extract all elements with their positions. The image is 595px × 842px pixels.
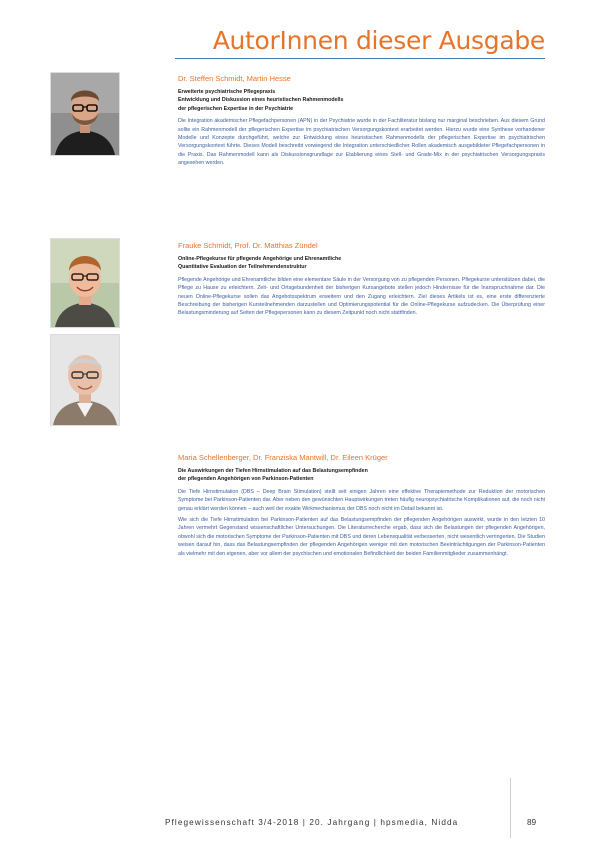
abstract-paragraph: Die Tiefe Hirnstimulation (DBS – Deep Brain Stimulation) stellt seit einigen Jahren eine effektive Therapiemethode zur Reduktion der motorischen Symptome bei Parkinson-Patienten dar. Aber neben den gewünschten Hauptwirkungen treten häufig neuropsychiatrische Komplikationen auf, die noch nicht genau erklärt werden können – auch weil der exakte Wirkmechanismus der DBS noch nicht im Detail bekannt ist.	[178, 488, 545, 512]
article-title-line: Die Auswirkungen der Tiefen Hirnstimulation auf das Belastungsempfinden	[178, 468, 368, 474]
article-title-line: der pflegerischen Expertise in der Psychiatrie	[178, 105, 294, 112]
author-photo-2	[50, 238, 120, 328]
article-authors: Maria Schellenberger, Dr. Franziska Mantwill, Dr. Eileen Krüger	[178, 453, 388, 462]
article-abstract	[178, 117, 545, 167]
title-divider	[175, 58, 545, 59]
author-photo-1	[50, 72, 120, 156]
article-1	[178, 73, 545, 171]
article-abstract	[178, 276, 545, 318]
article-authors: Dr. Steffen Schmidt, Martin Hesse	[178, 74, 291, 83]
abstract-paragraph: Pflegende Angehörige und Ehrenamtliche bilden eine elementare Säule in der Versorgung von zu pflegenden Personen. Pflegekurse unterstützen dabei, die Pflege zu Hause zu erleichtern. Zeit- und Ortsgebundenheit der bisherigen Kursangebote stellen jedoch Hindernisse für die Inanspruchnahme dar. Die neuen Online-Pflegekurse sollen das Angebotsspektrum erweitern und den Zugang erleichtern. Ziel dieses Artikels ist es, eine erste differenzierte Beschreibung der bisherigen Kursteilnehmenden darzustellen und Optimierungspotential für die Online-Pflegekurse aufzudecken. Die Überprüfung einer Belastungsminderung auf Seiten der Pflegepersonen kann zu diesem Zeitpunkt noch nicht stattfinden.	[178, 276, 545, 317]
footer-divider	[510, 778, 511, 838]
article-3	[178, 452, 545, 561]
article-title-line: Erweiterte psychiatrische Pflegepraxis	[178, 89, 276, 95]
article-title	[178, 88, 545, 113]
article-abstract	[178, 488, 545, 558]
article-2	[178, 240, 545, 321]
article-title-line: der pflegenden Angehörigen von Parkinson-Patienten	[178, 476, 314, 483]
page-title: AutorInnen dieser Ausgabe	[212, 26, 545, 55]
article-title	[178, 255, 545, 272]
footer-journal-info: Pflegewissenschaft 3/4-2018 | 20. Jahrgang | hpsmedia, Nidda	[165, 818, 459, 827]
abstract-paragraph: Wie sich die Tiefe Hirnstimulation bei Parkinson-Patienten auf das Belastungsempfinden der pflegenden Angehörigen auswirkt, wurde in den letzten 10 Jahren vermehrt Gegenstand wissenschaftlicher Untersuchungen. Die Literaturrecherche ergab, dass sich die Belastungen der pflegenden Angehörigen, obwohl sich die motorischen Symptome der Parkinson-Patienten mit DBS und deren Lebensqualität verbesserten, nicht wesentlich verringerten. Die Studien weisen darauf hin, dass das Belastungsempfinden der pflegenden Angehörigen weniger mit den motorischen Beeinträchtigungen der Parkinson-Patienten als vielmehr mit den eigenen, aber vor allem der psychischen und emotionalen Befindlichkeit der beiden Familienmitglieder zusammenhängt.	[178, 517, 545, 557]
abstract-paragraph: Die Integration akademischer Pflegefachpersonen (APN) in der Psychiatrie wurde in der Fachliteratur bislang nur marginal beschrieben. Aus diesem Grund sollte ein Rahmenmodell der pflegerischen Expertise im psychiatrischen Versorgungskontext erarbeitet werden. Hierzu wurde eine Synthese vorhandener Modelle und Konzepte durchgeführt, welche zur Entwicklung eines heuristischen Rahmenmodells der pflegerischen Expertise im psychiatrischen Versorgungskontext führte. Dieses Modell beschreibt vorwiegend die Integration unterschiedlicher Rollen akademisch ausgebildeter Pflegefachpersonen in die Praxis. Das Rahmenmodell kann als Diskussionsgrundlage zur Etablierung eines Stell- und Grade-Mix in der psychiatrischen Versorgungspraxis angesehen werden.	[178, 118, 545, 167]
article-title-line: Online-Pflegekurse für pflegende Angehörige und Ehrenamtliche	[178, 256, 342, 262]
page-number: 89	[527, 818, 537, 827]
author-photo-3	[50, 334, 120, 426]
article-title-line: Quantitative Evaluation der Teilnehmendenstruktur	[178, 264, 307, 271]
article-authors: Frauke Schmidt, Prof. Dr. Matthias Zündel	[178, 241, 318, 250]
article-title	[178, 467, 545, 484]
article-title-line: Entwicklung und Diskussion eines heuristischen Rahmenmodells	[178, 97, 344, 104]
